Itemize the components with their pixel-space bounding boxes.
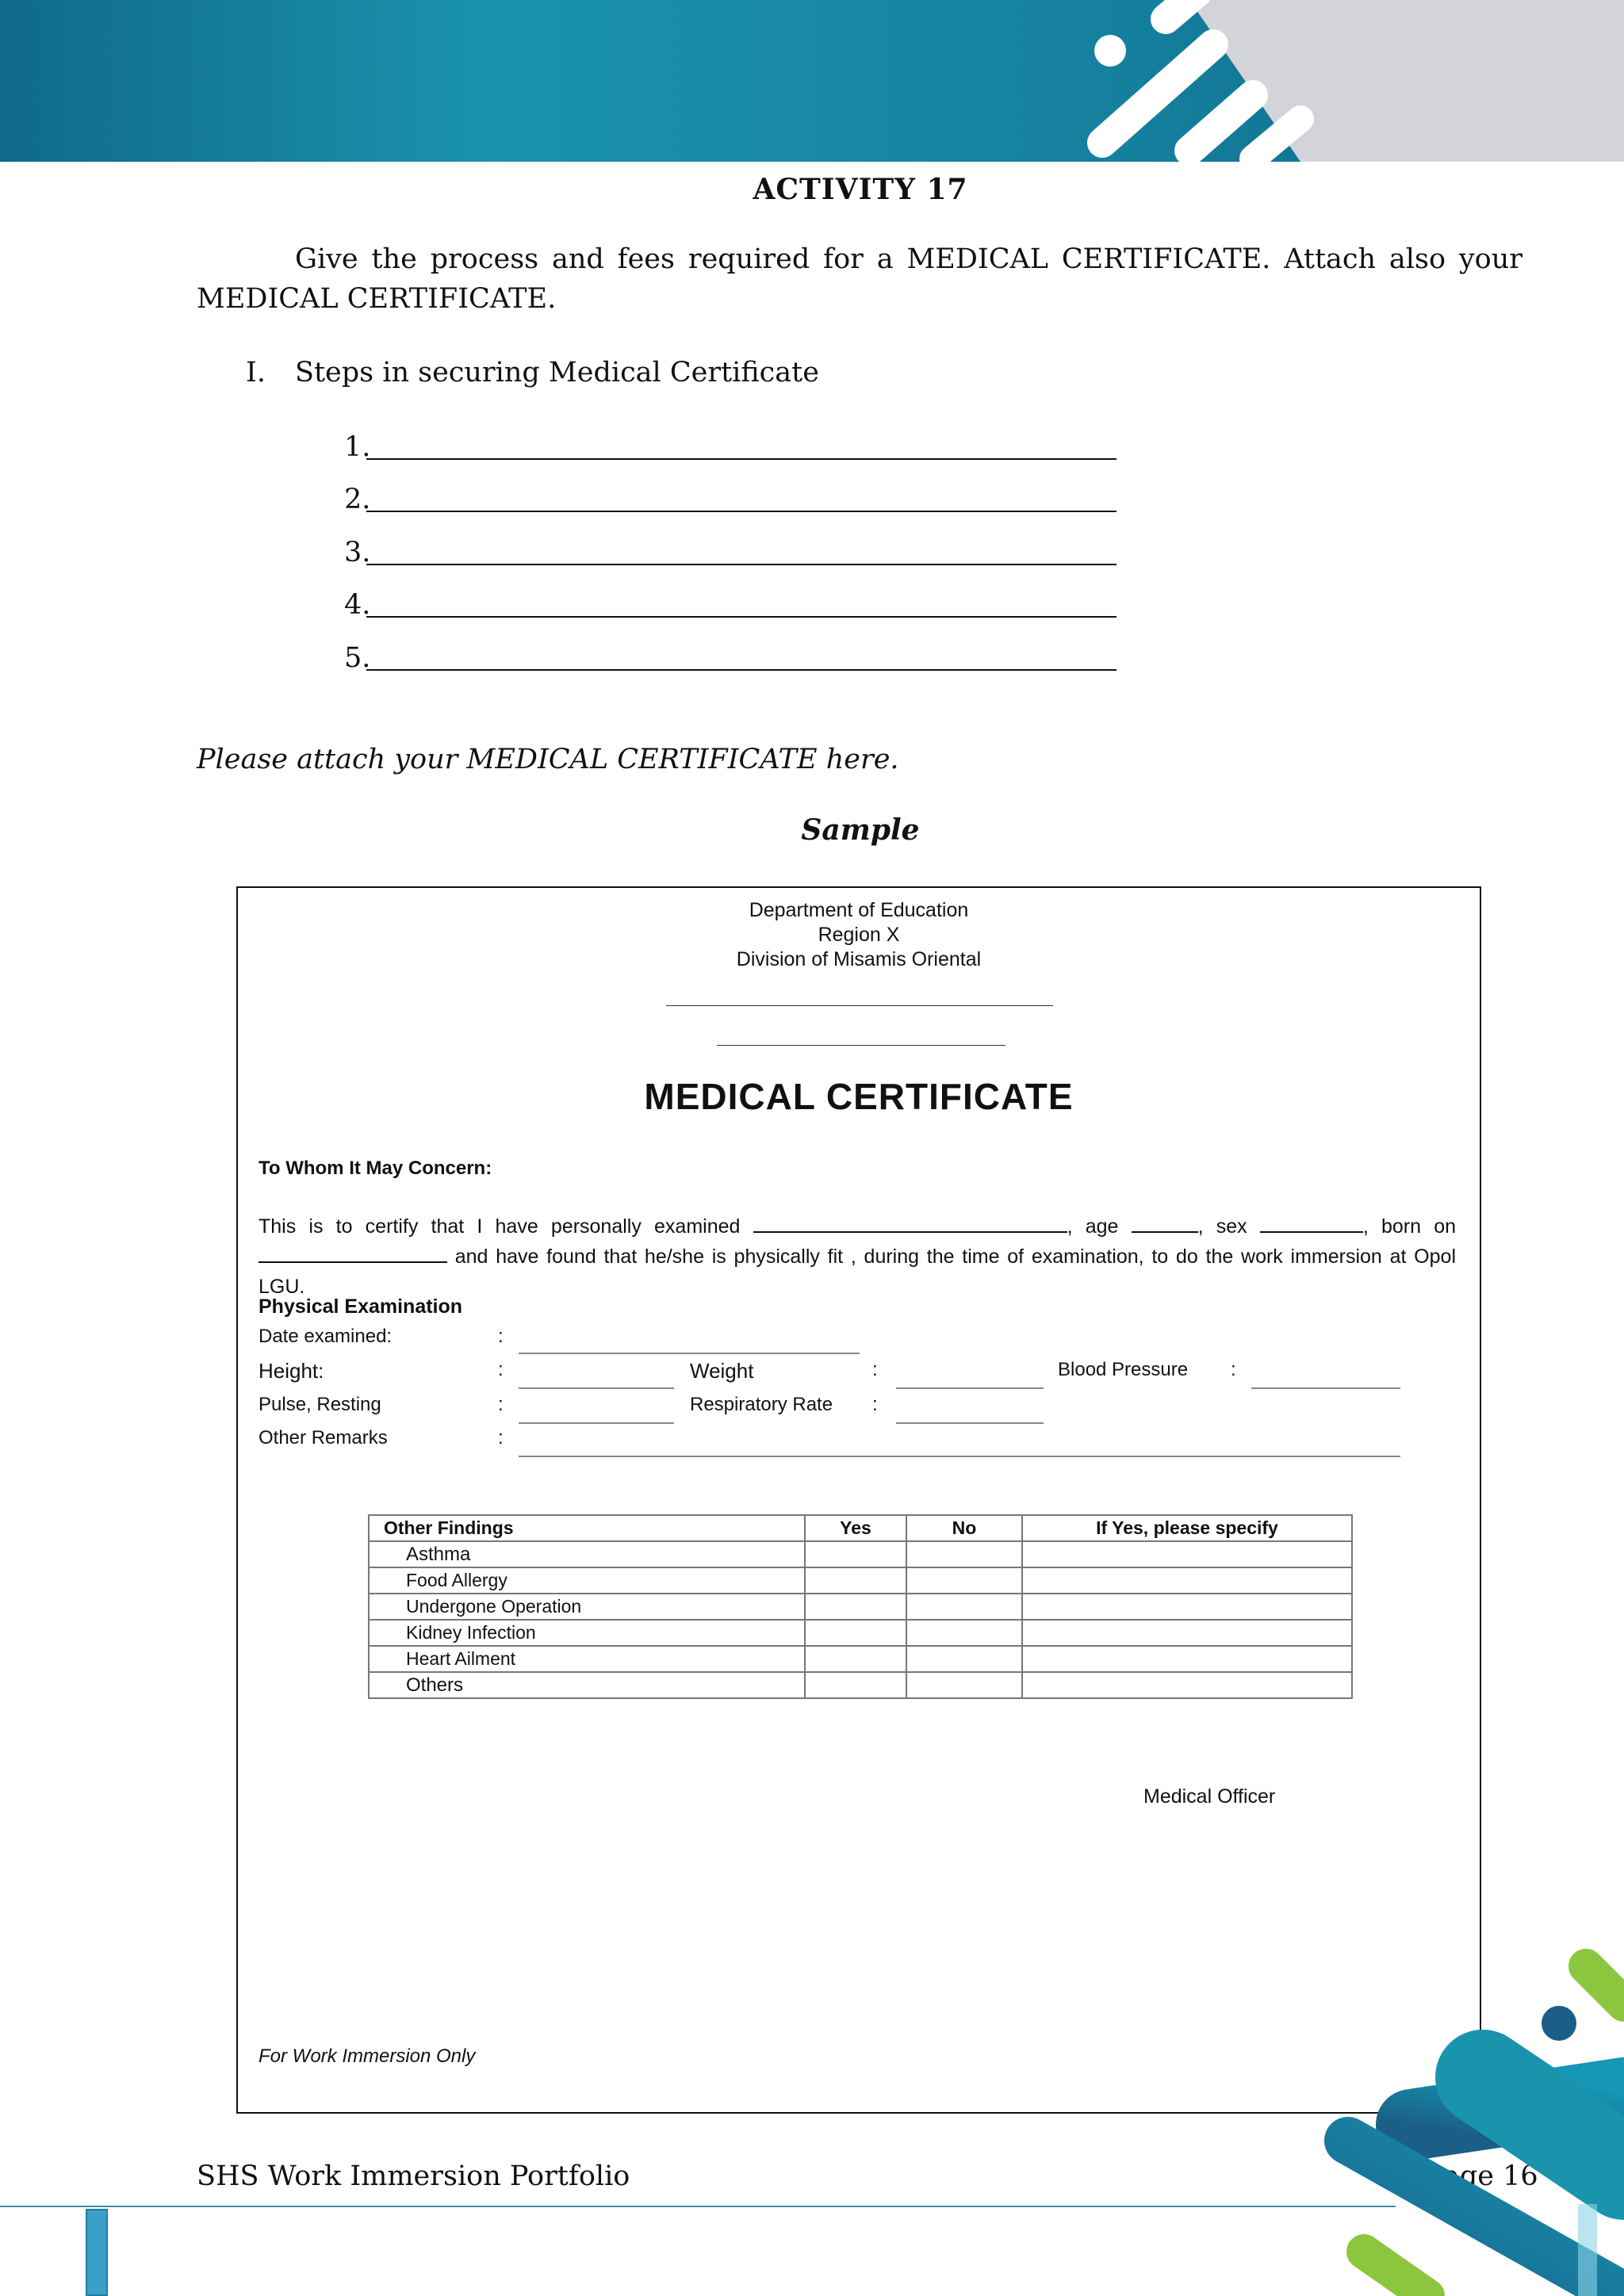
colon: : <box>498 1326 504 1347</box>
specify-cell[interactable] <box>1022 1646 1352 1672</box>
step-blank <box>366 458 1116 460</box>
yes-cell[interactable] <box>805 1567 906 1594</box>
height-field[interactable] <box>519 1387 674 1389</box>
other-remarks-field[interactable] <box>519 1456 1400 1457</box>
agency-line: Division of Misamis Oriental <box>736 948 982 970</box>
finding-label: Food Allergy <box>369 1567 805 1594</box>
table-header-row <box>369 1515 1352 1541</box>
header-yes: Yes <box>805 1515 906 1541</box>
blood-pressure-label: Blood Pressure <box>1058 1359 1189 1380</box>
finding-label: Undergone Operation <box>369 1594 805 1620</box>
school-name-blank <box>666 1005 1053 1006</box>
corner-wave-decoration-icon <box>1316 1934 1624 2296</box>
yes-cell[interactable] <box>805 1620 906 1646</box>
header-banner <box>0 0 1624 162</box>
table-row <box>369 1567 1352 1594</box>
name-blank[interactable] <box>753 1215 1067 1233</box>
sample-label: Sample <box>801 813 920 847</box>
weight-label: Weight <box>690 1359 754 1383</box>
certify-sex: , sex <box>1197 1215 1247 1238</box>
colon: : <box>872 1359 878 1380</box>
certify-age: , age <box>1067 1215 1119 1238</box>
pulse-label: Pulse, Resting <box>259 1394 381 1415</box>
footer-title: SHS Work Immersion Portfolio <box>197 2160 630 2192</box>
section-number: I. <box>246 357 266 388</box>
instructions-paragraph: Give the process and fees required for a MEDICAL CERTIFICATE. Attach also your MEDICAL CERTIFICATE. <box>197 243 1522 315</box>
other-remarks-label: Other Remarks <box>259 1427 388 1448</box>
left-tab-decoration <box>86 2209 108 2296</box>
weight-field[interactable] <box>896 1387 1044 1389</box>
step-number: 3. <box>344 537 371 568</box>
step-number: 5. <box>344 642 371 674</box>
specify-cell[interactable] <box>1022 1594 1352 1620</box>
step-line-3[interactable] <box>344 532 1116 572</box>
pulse-field[interactable] <box>519 1422 674 1424</box>
header-specify: If Yes, please specify <box>1022 1515 1352 1541</box>
date-examined-field[interactable] <box>519 1353 860 1354</box>
header-no: No <box>906 1515 1022 1541</box>
activity-title: ACTIVITY 17 <box>753 173 968 206</box>
step-blank <box>366 564 1116 565</box>
certify-rest: and have found that he/she is physically fit , during the time of examination, to do the work immersion at Opol LGU. <box>259 1246 1456 1298</box>
specify-cell[interactable] <box>1022 1567 1352 1594</box>
step-number: 2. <box>344 484 371 515</box>
colon: : <box>498 1427 504 1448</box>
step-blank <box>366 669 1116 671</box>
yes-cell[interactable] <box>805 1646 906 1672</box>
no-cell[interactable] <box>906 1672 1022 1698</box>
header-other-findings: Other Findings <box>369 1515 805 1541</box>
teal-wave-banner-icon <box>0 0 1624 162</box>
certify-born: , born on <box>1362 1215 1457 1238</box>
section-heading <box>246 357 819 388</box>
table-row <box>369 1541 1352 1567</box>
certification-statement <box>259 1211 1456 1302</box>
blood-pressure-field[interactable] <box>1251 1387 1400 1389</box>
yes-cell[interactable] <box>805 1594 906 1620</box>
step-blank <box>366 511 1116 512</box>
colon: : <box>872 1394 878 1415</box>
other-findings-table <box>368 1514 1353 1699</box>
physical-exam-heading: Physical Examination <box>259 1295 463 1318</box>
no-cell[interactable] <box>906 1594 1022 1620</box>
page-number: Page 16 <box>1426 2160 1538 2192</box>
age-blank[interactable] <box>1132 1215 1198 1233</box>
no-cell[interactable] <box>906 1541 1022 1567</box>
sex-blank[interactable] <box>1260 1215 1363 1233</box>
no-cell[interactable] <box>906 1620 1022 1646</box>
colon: : <box>498 1394 504 1415</box>
colon: : <box>498 1359 504 1380</box>
section-title: Steps in securing Medical Certificate <box>295 357 819 388</box>
specify-cell[interactable] <box>1022 1541 1352 1567</box>
finding-label: Kidney Infection <box>369 1620 805 1646</box>
medical-certificate-sample <box>236 886 1481 2114</box>
attach-note: Please attach your MEDICAL CERTIFICATE here. <box>197 744 899 775</box>
table-row <box>369 1672 1352 1698</box>
birthdate-blank[interactable] <box>259 1246 447 1263</box>
footer-divider <box>0 2206 1396 2207</box>
no-cell[interactable] <box>906 1567 1022 1594</box>
date-examined-label: Date examined: <box>259 1326 393 1347</box>
step-line-4[interactable] <box>344 584 1116 624</box>
yes-cell[interactable] <box>805 1541 906 1567</box>
yes-cell[interactable] <box>805 1672 906 1698</box>
greeting: To Whom It May Concern: <box>259 1158 492 1179</box>
step-blank <box>366 616 1116 618</box>
step-line-1[interactable] <box>344 427 1116 466</box>
table-row <box>369 1646 1352 1672</box>
step-number: 4. <box>344 589 371 621</box>
height-label: Height: <box>259 1359 324 1383</box>
specify-cell[interactable] <box>1022 1672 1352 1698</box>
respiratory-rate-label: Respiratory Rate <box>690 1394 833 1415</box>
address-blank <box>717 1045 1005 1046</box>
immersion-note: For Work Immersion Only <box>259 2045 476 2067</box>
agency-line: Department of Education <box>749 899 969 921</box>
agency-line: Region X <box>818 924 900 946</box>
step-line-2[interactable] <box>344 479 1116 519</box>
certificate-title: MEDICAL CERTIFICATE <box>644 1076 1074 1117</box>
medical-officer-label: Medical Officer <box>1143 1785 1276 1808</box>
specify-cell[interactable] <box>1022 1620 1352 1646</box>
respiratory-rate-field[interactable] <box>896 1422 1044 1424</box>
no-cell[interactable] <box>906 1646 1022 1672</box>
finding-label: Others <box>369 1672 805 1698</box>
finding-label: Heart Ailment <box>369 1646 805 1672</box>
step-line-5[interactable] <box>344 637 1116 677</box>
finding-label: Asthma <box>369 1541 805 1567</box>
certify-intro: This is to certify that I have personally examined <box>259 1215 741 1238</box>
colon: : <box>1231 1359 1236 1380</box>
table-row <box>369 1620 1352 1646</box>
table-row <box>369 1594 1352 1620</box>
step-number: 1. <box>344 431 371 463</box>
